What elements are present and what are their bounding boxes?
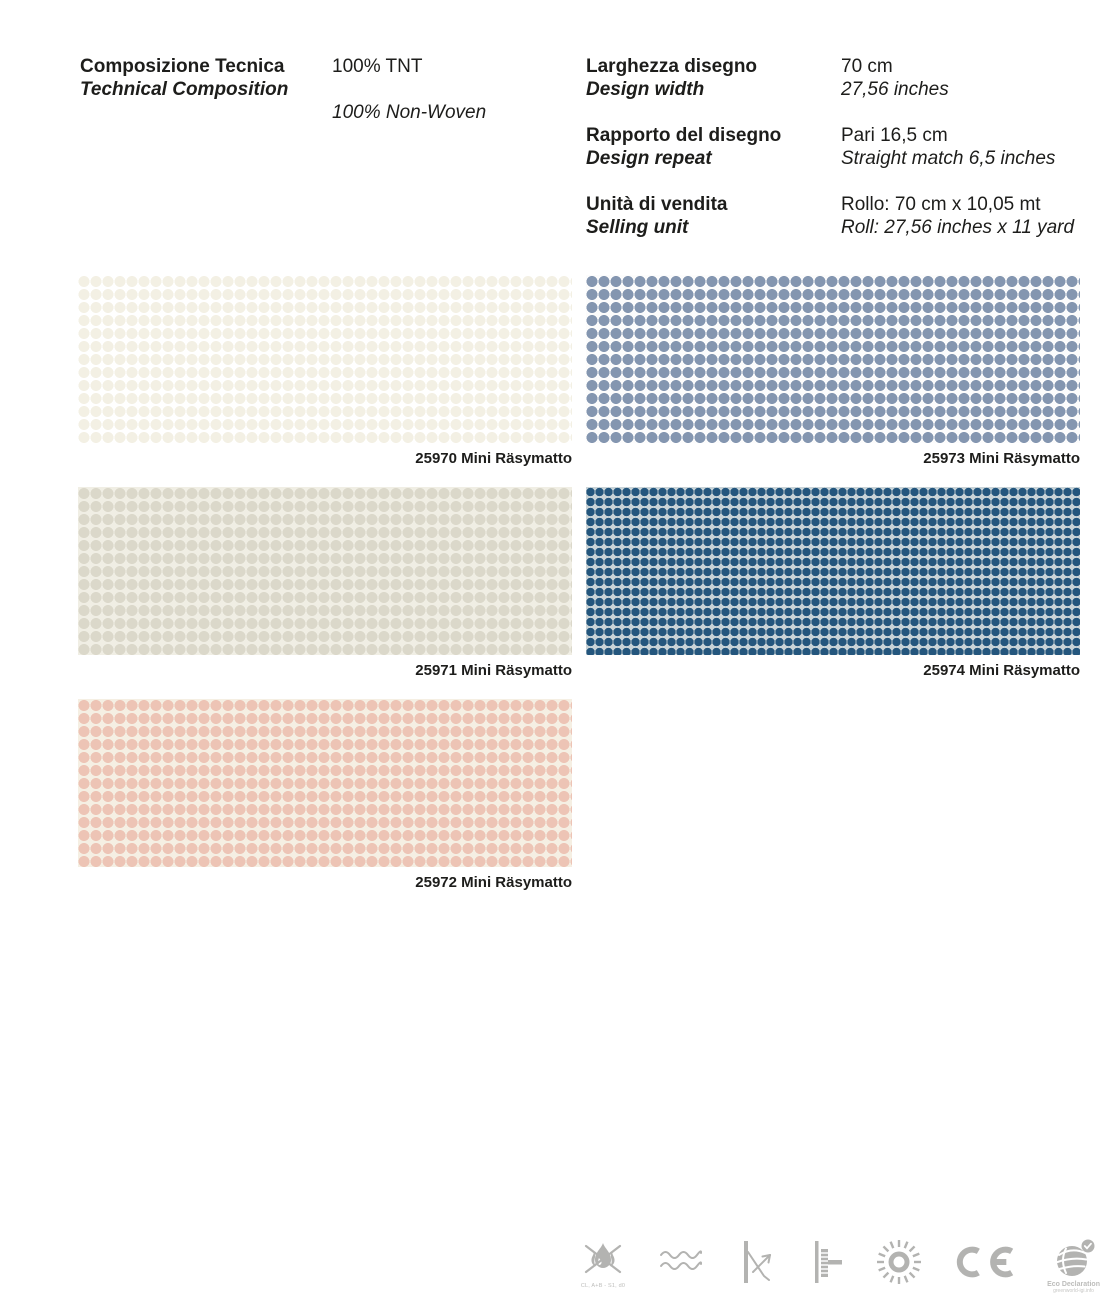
spec-label (586, 193, 841, 239)
spec-label-en: Technical Composition (80, 79, 289, 100)
spec-row-composition (80, 55, 585, 124)
strippable-peel-arrow-icon (736, 1238, 776, 1286)
ce-mark-icon-box (953, 1246, 1017, 1278)
paste-brush-icon (806, 1238, 846, 1286)
spec-label-it: Composizione Tecnica (80, 56, 285, 77)
spec-row-selling-unit (586, 193, 1101, 239)
washable-icon-box (656, 1238, 706, 1284)
swatch-cell-25973 (586, 275, 1080, 487)
certification-icons-row (580, 1238, 1100, 1302)
spec-value-it: 100% TNT (332, 56, 423, 77)
swatch-cell-25970 (78, 275, 572, 487)
swatch-label: 25971 Mini Räsymatto (415, 662, 572, 679)
swatch-cell-25974 (586, 487, 1080, 699)
swatch-label: 25974 Mini Räsymatto (923, 662, 1080, 679)
spec-value-en: 27,56 inches (841, 79, 949, 100)
swatch-grid (78, 275, 1080, 911)
swatch-label: 25972 Mini Räsymatto (415, 874, 572, 891)
spec-label-it: Rapporto del disegno (586, 125, 782, 146)
swatch-cell-25971 (78, 487, 572, 699)
spec-value (841, 124, 1055, 170)
strippable-icon-box (736, 1238, 776, 1286)
fabric-swatch-25974 (586, 487, 1080, 655)
spec-value-it: Rollo: 70 cm x 10,05 mt (841, 194, 1041, 215)
paste-brush-icon-box (806, 1238, 846, 1286)
spec-label-en: Design width (586, 79, 705, 100)
eco-declaration-title: Eco Declaration (1047, 1281, 1100, 1288)
ce-mark-icon (953, 1246, 1017, 1278)
spec-value (841, 55, 949, 101)
spec-value (841, 193, 1074, 239)
washable-waves-icon (656, 1238, 706, 1284)
eco-declaration-globe-icon (1051, 1238, 1097, 1280)
swatch-label: 25970 Mini Räsymatto (415, 450, 572, 467)
spec-value-it: Pari 16,5 cm (841, 125, 948, 146)
spec-value-en: Roll: 27,56 inches x 11 yard (841, 217, 1075, 238)
spec-value-en: Straight match 6,5 inches (841, 148, 1056, 169)
spec-label (80, 55, 332, 124)
lightfastness-sun-icon (875, 1238, 923, 1286)
spec-block-right (586, 55, 1101, 262)
spec-label-it: Unità di vendita (586, 194, 728, 215)
spec-label-en: Design repeat (586, 148, 712, 169)
spec-label (586, 124, 841, 170)
spec-row-design-width (586, 55, 1101, 101)
spec-value (332, 55, 486, 124)
fire-rating-caption: CL, A+B - S1, d0 (580, 1283, 626, 1289)
swatch-label: 25973 Mini Räsymatto (923, 450, 1080, 467)
eco-declaration-icon-box (1047, 1238, 1100, 1294)
spec-label (586, 55, 841, 101)
spec-row-design-repeat (586, 124, 1101, 170)
eco-declaration-subtitle: greenworld-igi.info (1053, 1288, 1094, 1294)
lightfastness-icon-box (875, 1238, 923, 1286)
fire-rating-icon-box (580, 1238, 626, 1289)
spec-label-it: Larghezza disegno (586, 56, 758, 77)
spec-label-en: Selling unit (586, 217, 689, 238)
swatch-cell-25972 (78, 699, 572, 911)
spec-block-left (80, 55, 585, 147)
fabric-swatch-25971 (78, 487, 572, 655)
fire-rating-crossed-flame-icon (580, 1238, 626, 1282)
fabric-swatch-25973 (586, 275, 1080, 443)
fabric-swatch-25970 (78, 275, 572, 443)
spec-value-en: 100% Non-Woven (332, 102, 487, 123)
spec-value-it: 70 cm (841, 56, 893, 77)
fabric-swatch-25972 (78, 699, 572, 867)
